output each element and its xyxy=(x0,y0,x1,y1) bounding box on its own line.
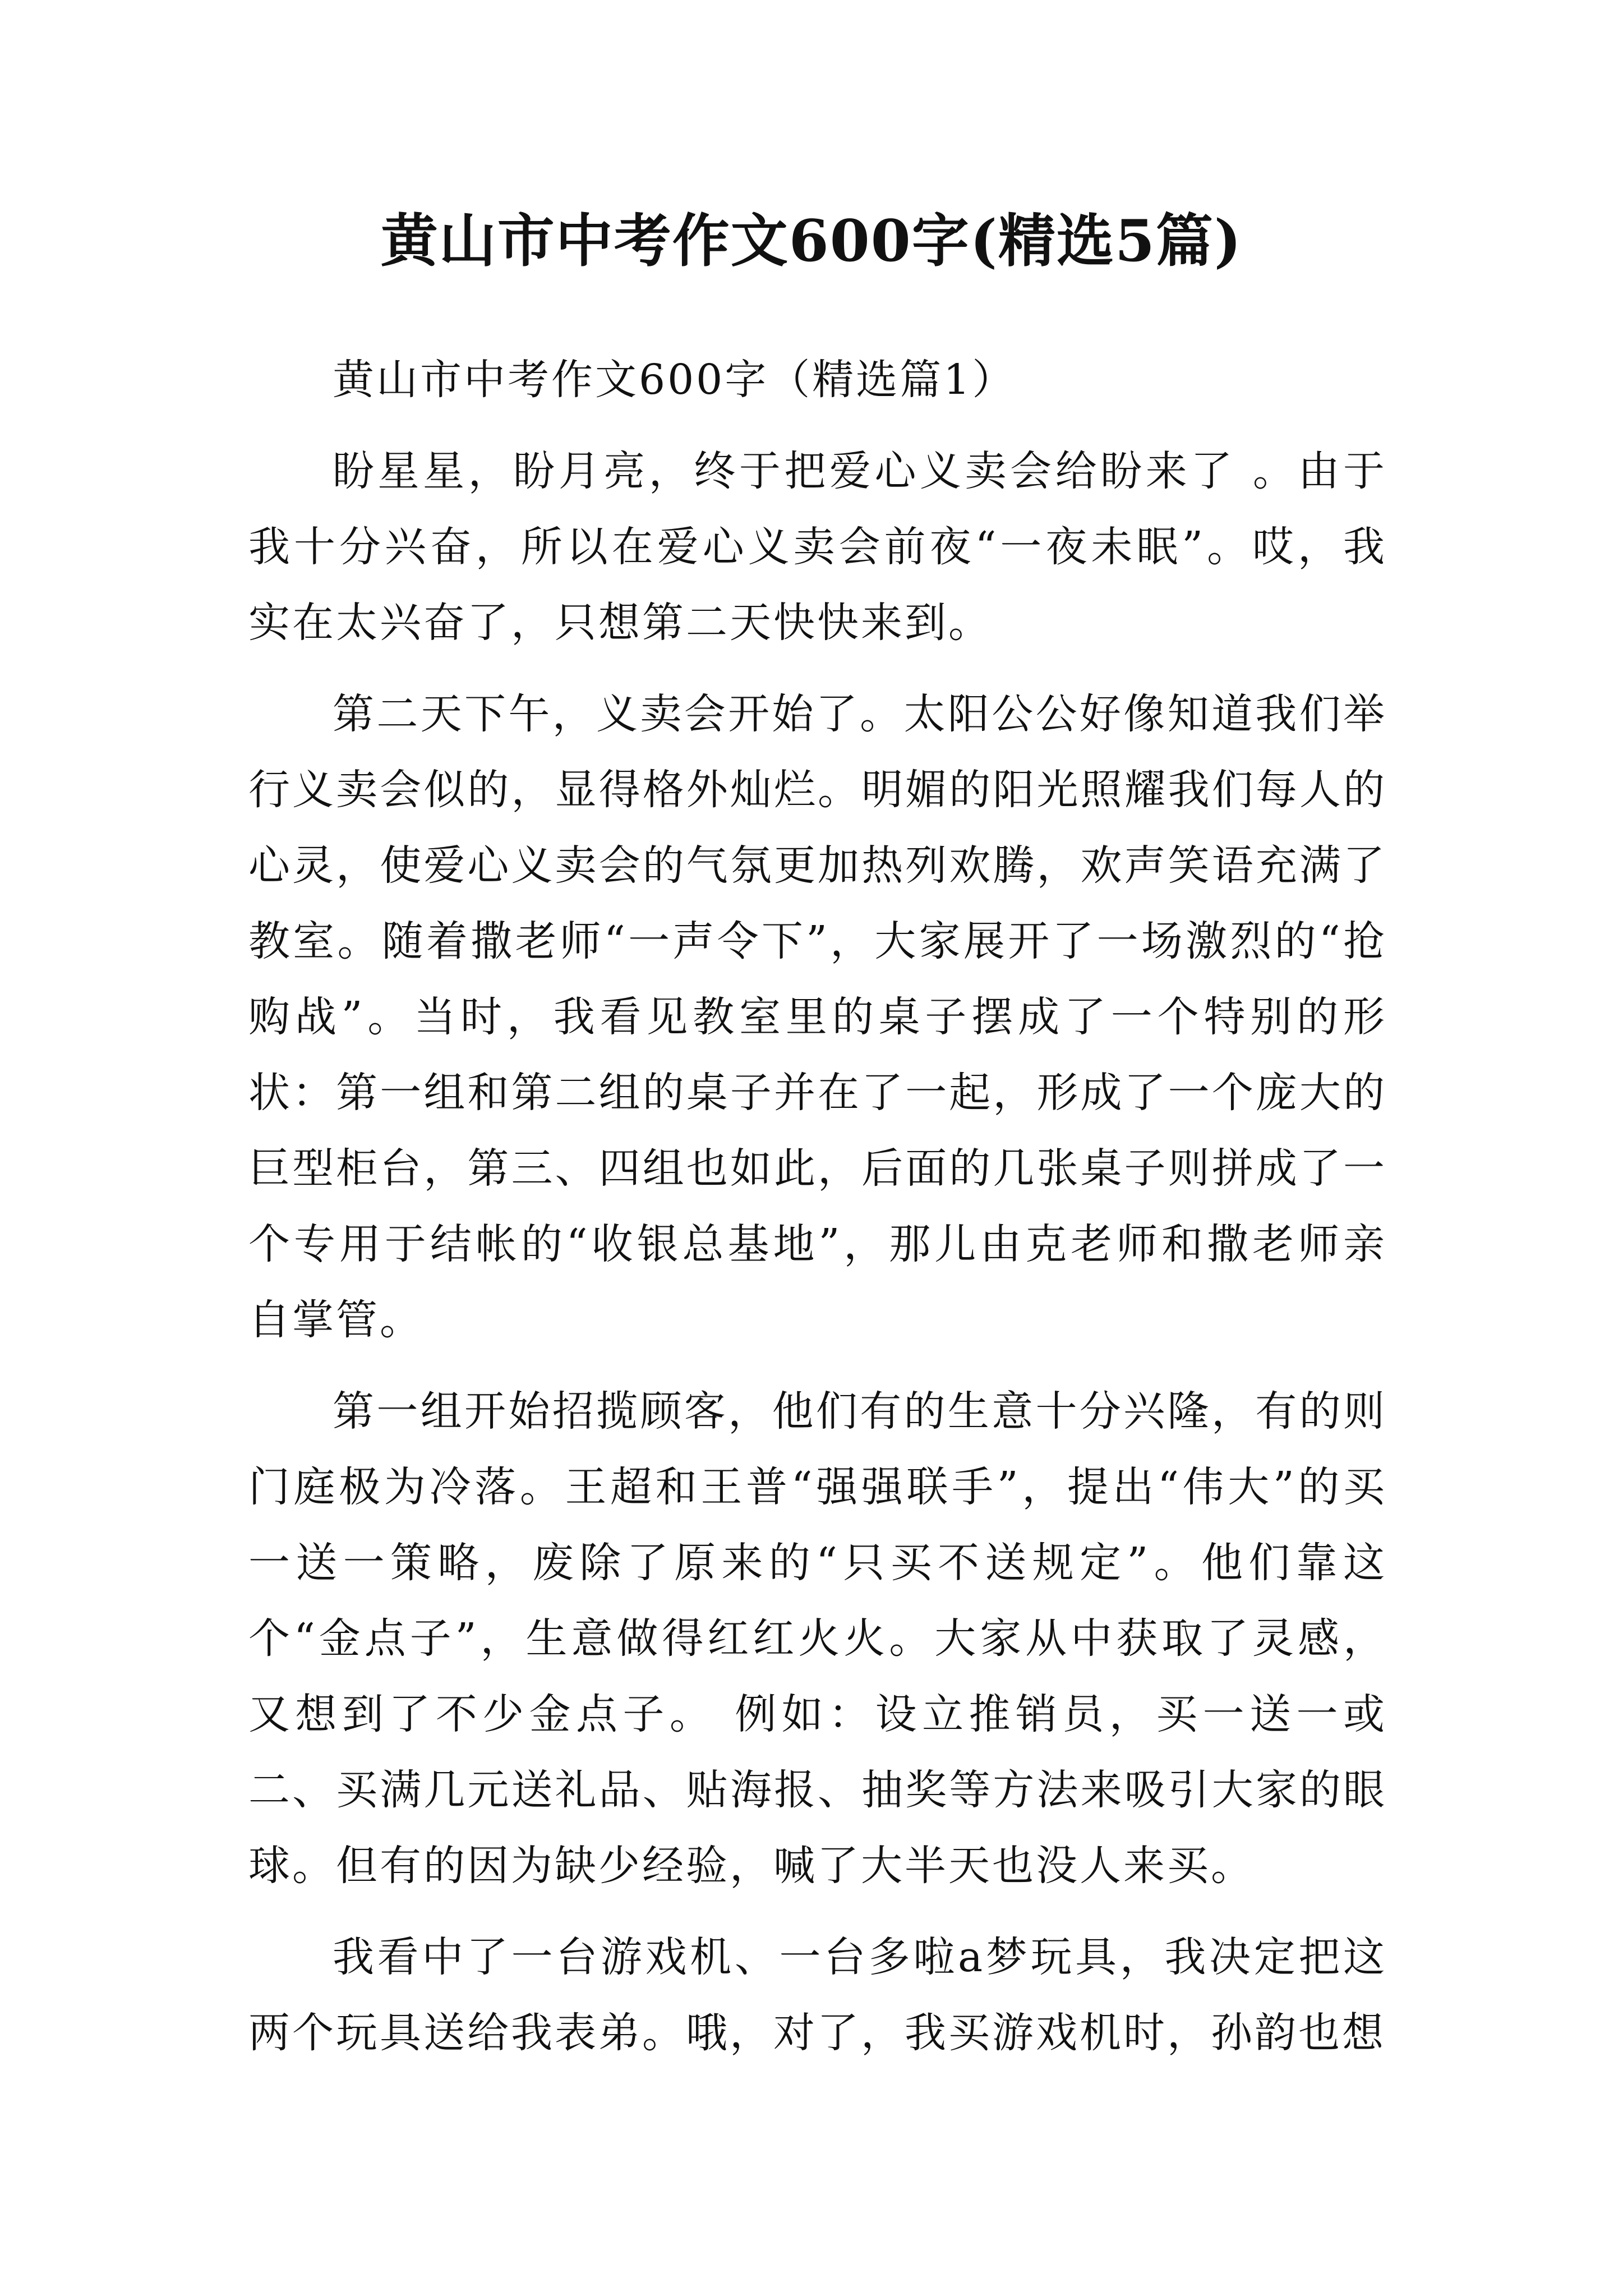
paragraph-1: 盼星星，盼月亮，终于把爱心义卖会给盼来了 。由于我十分兴奋，所以在爱心义卖会前夜“一夜未眠”。哎，我实在太兴奋了，只想第二天快快来到。 xyxy=(248,447,1387,647)
section-heading: 黄山市中考作文600字（精选篇1） xyxy=(333,356,1016,404)
document-title: 黄山市中考作文600字(精选5篇) xyxy=(380,208,1243,275)
paragraph-2: 第二天下午，义卖会开始了。太阳公公好像知道我们举行义卖会似的，显得格外灿烂。明媚的阳光照耀我们每人的心灵，使爱心义卖会的气氛更加热列欢腾，欢声笑语充满了教室。随着撒老师“一声令下”，大家展开了一场激烈的“抢购战”。当时，我看见教室里的桌子摆成了一个特别的形状：第一组和第二组的桌子并在了一起，形成了一个庞大的巨型柜台，第三、四组也如此，后面的几张桌子则拼成了一个专用于结帐的“收银总基地”，那儿由克老师和撒老师亲自掌管。 xyxy=(248,690,1387,1344)
paragraph-3: 第一组开始招揽顾客，他们有的生意十分兴隆，有的则门庭极为冷落。王超和王普“强强联手”，提出“伟大”的买一送一策略，废除了原来的“只买不送规定”。他们靠这个“金点子”，生意做得红红火火。大家从中获取了灵感，又想到了不少金点子。 例如：设立推销员，买一送一或二、买满几元送礼品、贴海报、抽奖等方法来吸引大家的眼球。但有的因为缺少经验，喊了大半天也没人来买。 xyxy=(248,1387,1387,1890)
paragraph-4: 我看中了一台游戏机、一台多啦a梦玩具，我决定把这两个玩具送给我表弟。哦，对了，我买游戏机时，孙韵也想 xyxy=(248,1933,1387,2057)
document-body xyxy=(248,342,1387,2087)
